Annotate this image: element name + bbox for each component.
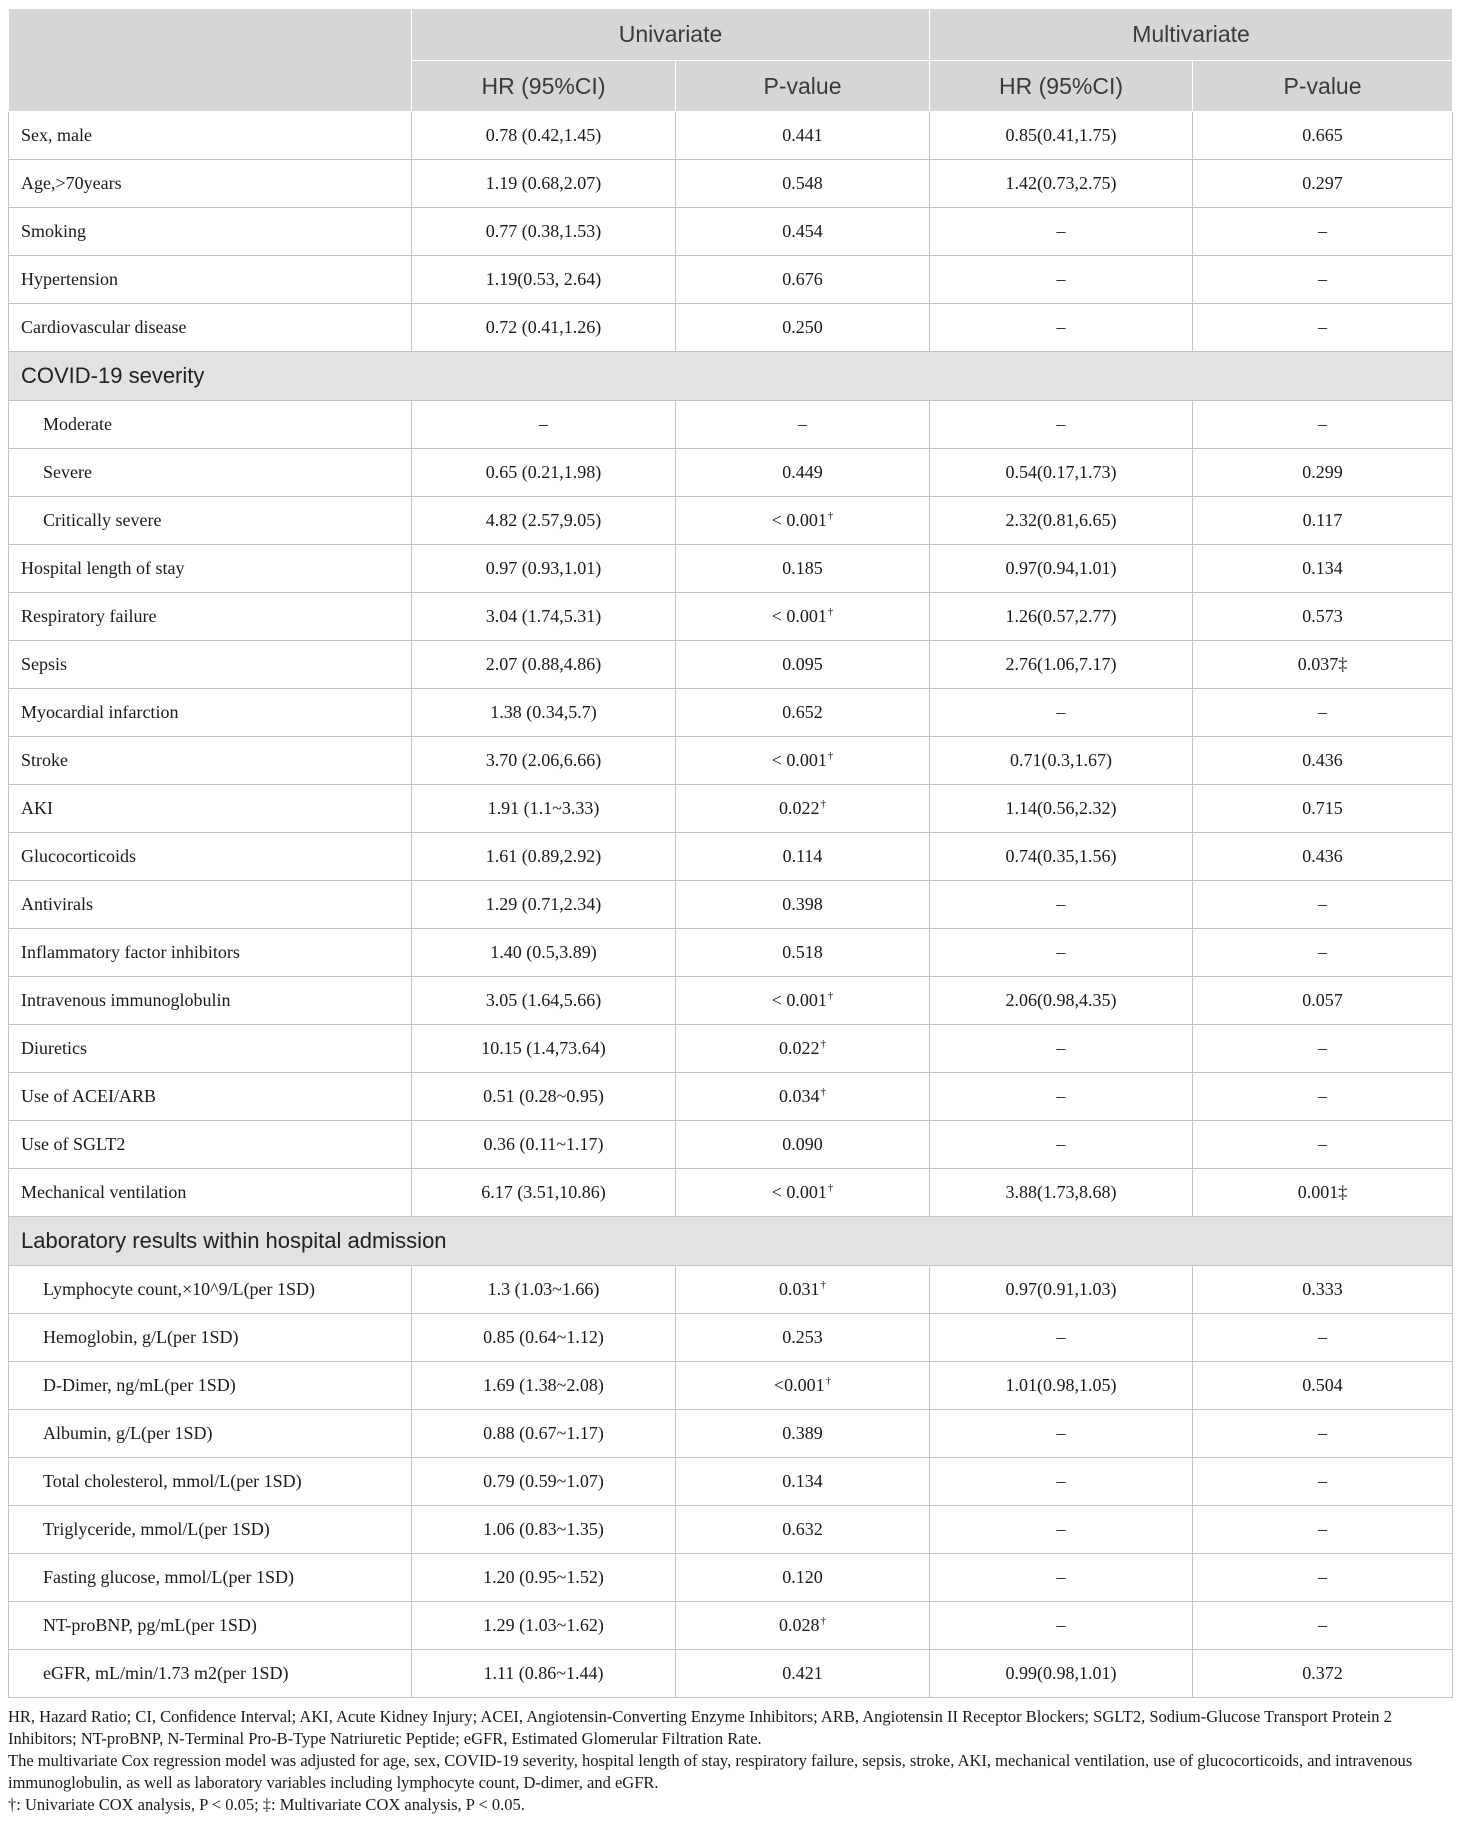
univariate-hr-cell: 0.97 (0.93,1.01): [412, 545, 676, 593]
p-value-text: 0.034: [779, 1086, 820, 1106]
univariate-p-cell: [676, 1169, 930, 1217]
row-label: Use of ACEI/ARB: [9, 1073, 412, 1121]
univariate-hr-cell: 3.05 (1.64,5.66): [412, 977, 676, 1025]
multivariate-hr-cell: 1.26(0.57,2.77): [930, 593, 1193, 641]
table-row: [9, 1650, 1453, 1698]
row-label: Albumin, g/L(per 1SD): [9, 1410, 412, 1458]
univariate-hr-cell: 1.20 (0.95~1.52): [412, 1554, 676, 1602]
univariate-hr-cell: 0.72 (0.41,1.26): [412, 304, 676, 352]
row-label: Severe: [9, 449, 412, 497]
multivariate-hr-cell: –: [930, 1506, 1193, 1554]
multivariate-p-cell: 0.037‡: [1193, 641, 1453, 689]
p-value-text: < 0.001: [771, 750, 827, 770]
univariate-hr-cell: 0.88 (0.67~1.17): [412, 1410, 676, 1458]
multivariate-hr-cell: 0.74(0.35,1.56): [930, 833, 1193, 881]
cox-regression-table: [8, 8, 1453, 1698]
table-row: [9, 929, 1453, 977]
univariate-p-cell: [676, 1025, 930, 1073]
table-header: [9, 9, 1453, 112]
row-label: Moderate: [9, 401, 412, 449]
section-title: Laboratory results within hospital admission: [9, 1217, 1453, 1266]
univariate-hr-cell: 10.15 (1.4,73.64): [412, 1025, 676, 1073]
univariate-p-cell: [676, 977, 930, 1025]
univariate-p-cell: [676, 1266, 930, 1314]
multivariate-p-cell: 0.057: [1193, 977, 1453, 1025]
table-row: [9, 1410, 1453, 1458]
multivariate-p-cell: 0.117: [1193, 497, 1453, 545]
table-row: [9, 1121, 1453, 1169]
univariate-p-cell: 0.114: [676, 833, 930, 881]
univariate-hr-cell: 1.19 (0.68,2.07): [412, 160, 676, 208]
row-label: NT-proBNP, pg/mL(per 1SD): [9, 1602, 412, 1650]
multivariate-hr-cell: 2.32(0.81,6.65): [930, 497, 1193, 545]
multivariate-hr-cell: –: [930, 1410, 1193, 1458]
footnote-abbreviations: HR, Hazard Ratio; CI, Confidence Interval; AKI, Acute Kidney Injury; ACEI, Angiotensin-Converting Enzyme Inhibitors; ARB, Angiotensin II Receptor Blockers; SGLT2, Sodium-Glucose Transport Protein 2 Inhibitors; NT-proBNP, N-Terminal Pro-B-Type Natriuretic Peptide; eGFR, Estimated Glomerular Filtration Rate.: [8, 1707, 1392, 1748]
multivariate-hr-cell: –: [930, 304, 1193, 352]
multivariate-p-cell: 0.715: [1193, 785, 1453, 833]
univariate-hr-cell: 1.19(0.53, 2.64): [412, 256, 676, 304]
table-row: [9, 1314, 1453, 1362]
univariate-p-cell: 0.632: [676, 1506, 930, 1554]
multivariate-p-cell: –: [1193, 1073, 1453, 1121]
p-value-text: 0.022: [779, 798, 820, 818]
row-label: D-Dimer, ng/mL(per 1SD): [9, 1362, 412, 1410]
univariate-hr-cell: 2.07 (0.88,4.86): [412, 641, 676, 689]
row-label: Antivirals: [9, 881, 412, 929]
univariate-p-cell: 0.398: [676, 881, 930, 929]
univariate-p-cell: 0.120: [676, 1554, 930, 1602]
section-header-row: [9, 352, 1453, 401]
multivariate-hr-cell: 0.71(0.3,1.67): [930, 737, 1193, 785]
row-label: Intravenous immunoglobulin: [9, 977, 412, 1025]
univariate-p-cell: 0.454: [676, 208, 930, 256]
multivariate-hr-cell: 3.88(1.73,8.68): [930, 1169, 1193, 1217]
table-row: [9, 401, 1453, 449]
row-label: Sepsis: [9, 641, 412, 689]
p-value-text: < 0.001: [771, 1182, 827, 1202]
row-label: AKI: [9, 785, 412, 833]
univariate-p-cell: [676, 737, 930, 785]
univariate-p-cell: 0.250: [676, 304, 930, 352]
row-label: Age,>70years: [9, 160, 412, 208]
table-footnotes: [8, 1706, 1452, 1816]
table-row: [9, 785, 1453, 833]
table-container: [8, 8, 1452, 1816]
multivariate-p-cell: 0.134: [1193, 545, 1453, 593]
multivariate-p-cell: –: [1193, 929, 1453, 977]
header-empty-cell: [9, 9, 412, 112]
row-label: Glucocorticoids: [9, 833, 412, 881]
table-row: [9, 497, 1453, 545]
univariate-hr-cell: 0.65 (0.21,1.98): [412, 449, 676, 497]
multivariate-hr-cell: –: [930, 208, 1193, 256]
multivariate-hr-cell: 0.54(0.17,1.73): [930, 449, 1193, 497]
row-label: Critically severe: [9, 497, 412, 545]
univariate-p-cell: [676, 1073, 930, 1121]
table-row: [9, 256, 1453, 304]
univariate-hr-cell: 0.79 (0.59~1.07): [412, 1458, 676, 1506]
multivariate-p-cell: 0.299: [1193, 449, 1453, 497]
multivariate-p-cell: –: [1193, 1121, 1453, 1169]
univariate-hr-cell: 1.69 (1.38~2.08): [412, 1362, 676, 1410]
row-label: Lymphocyte count,×10^9/L(per 1SD): [9, 1266, 412, 1314]
multivariate-p-cell: –: [1193, 1025, 1453, 1073]
multivariate-p-cell: –: [1193, 1554, 1453, 1602]
header-univariate-hr: HR (95%CI): [412, 61, 676, 112]
multivariate-hr-cell: –: [930, 881, 1193, 929]
table-row: [9, 545, 1453, 593]
multivariate-p-cell: 0.665: [1193, 112, 1453, 160]
univariate-p-cell: 0.134: [676, 1458, 930, 1506]
significance-marker: †: [827, 510, 834, 522]
univariate-hr-cell: 1.11 (0.86~1.44): [412, 1650, 676, 1698]
univariate-hr-cell: 4.82 (2.57,9.05): [412, 497, 676, 545]
univariate-hr-cell: 0.77 (0.38,1.53): [412, 208, 676, 256]
row-label: Myocardial infarction: [9, 689, 412, 737]
table-row: [9, 160, 1453, 208]
table-row: [9, 1362, 1453, 1410]
univariate-hr-cell: 1.38 (0.34,5.7): [412, 689, 676, 737]
table-row: [9, 1073, 1453, 1121]
univariate-hr-cell: 6.17 (3.51,10.86): [412, 1169, 676, 1217]
row-label: Total cholesterol, mmol/L(per 1SD): [9, 1458, 412, 1506]
multivariate-hr-cell: 0.85(0.41,1.75): [930, 112, 1193, 160]
row-label: Fasting glucose, mmol/L(per 1SD): [9, 1554, 412, 1602]
table-row: [9, 449, 1453, 497]
significance-marker: †: [827, 990, 834, 1002]
row-label: Sex, male: [9, 112, 412, 160]
univariate-p-cell: [676, 1602, 930, 1650]
multivariate-hr-cell: –: [930, 1314, 1193, 1362]
significance-marker: †: [820, 798, 826, 810]
row-label: Cardiovascular disease: [9, 304, 412, 352]
row-label: Triglyceride, mmol/L(per 1SD): [9, 1506, 412, 1554]
significance-marker: †: [827, 1182, 834, 1194]
univariate-hr-cell: 1.06 (0.83~1.35): [412, 1506, 676, 1554]
univariate-p-cell: [676, 497, 930, 545]
univariate-hr-cell: 3.04 (1.74,5.31): [412, 593, 676, 641]
multivariate-hr-cell: –: [930, 1602, 1193, 1650]
multivariate-hr-cell: –: [930, 929, 1193, 977]
table-row: [9, 112, 1453, 160]
row-label: Hospital length of stay: [9, 545, 412, 593]
footnote-symbols: †: Univariate COX analysis, P < 0.05; ‡: Multivariate COX analysis, P < 0.05.: [8, 1795, 525, 1814]
multivariate-hr-cell: 2.06(0.98,4.35): [930, 977, 1193, 1025]
univariate-hr-cell: 1.91 (1.1~3.33): [412, 785, 676, 833]
univariate-p-cell: –: [676, 401, 930, 449]
table-row: [9, 689, 1453, 737]
table-row: [9, 737, 1453, 785]
table-row: [9, 641, 1453, 689]
multivariate-hr-cell: 0.97(0.91,1.03): [930, 1266, 1193, 1314]
p-value-text: <0.001: [773, 1375, 825, 1395]
multivariate-hr-cell: –: [930, 1458, 1193, 1506]
multivariate-p-cell: –: [1193, 208, 1453, 256]
multivariate-p-cell: –: [1193, 689, 1453, 737]
significance-marker: †: [820, 1038, 826, 1050]
multivariate-hr-cell: –: [930, 1025, 1193, 1073]
significance-marker: †: [827, 750, 834, 762]
table-row: [9, 1602, 1453, 1650]
multivariate-hr-cell: 1.14(0.56,2.32): [930, 785, 1193, 833]
significance-marker: †: [825, 1375, 832, 1387]
univariate-p-cell: 0.441: [676, 112, 930, 160]
univariate-hr-cell: 1.29 (1.03~1.62): [412, 1602, 676, 1650]
univariate-hr-cell: 1.40 (0.5,3.89): [412, 929, 676, 977]
multivariate-hr-cell: –: [930, 689, 1193, 737]
p-value-text: 0.031: [779, 1279, 820, 1299]
header-multivariate-p: P-value: [1193, 61, 1453, 112]
section-header-row: [9, 1217, 1453, 1266]
multivariate-p-cell: –: [1193, 256, 1453, 304]
multivariate-p-cell: –: [1193, 304, 1453, 352]
multivariate-p-cell: –: [1193, 1458, 1453, 1506]
univariate-hr-cell: 0.51 (0.28~0.95): [412, 1073, 676, 1121]
table-row: [9, 1506, 1453, 1554]
univariate-p-cell: 0.518: [676, 929, 930, 977]
univariate-p-cell: 0.185: [676, 545, 930, 593]
univariate-p-cell: 0.090: [676, 1121, 930, 1169]
row-label: Stroke: [9, 737, 412, 785]
multivariate-p-cell: 0.436: [1193, 833, 1453, 881]
row-label: Use of SGLT2: [9, 1121, 412, 1169]
p-value-text: < 0.001: [771, 990, 827, 1010]
univariate-p-cell: 0.389: [676, 1410, 930, 1458]
table-row: [9, 1458, 1453, 1506]
header-univariate: Univariate: [412, 9, 930, 61]
table-body: [9, 112, 1453, 1698]
multivariate-p-cell: –: [1193, 1410, 1453, 1458]
multivariate-p-cell: –: [1193, 401, 1453, 449]
p-value-text: < 0.001: [771, 510, 827, 530]
multivariate-hr-cell: –: [930, 1554, 1193, 1602]
row-label: Hemoglobin, g/L(per 1SD): [9, 1314, 412, 1362]
row-label: Respiratory failure: [9, 593, 412, 641]
multivariate-p-cell: 0.333: [1193, 1266, 1453, 1314]
multivariate-p-cell: 0.297: [1193, 160, 1453, 208]
table-row: [9, 208, 1453, 256]
univariate-hr-cell: 0.36 (0.11~1.17): [412, 1121, 676, 1169]
table-row: [9, 1554, 1453, 1602]
header-univariate-p: P-value: [676, 61, 930, 112]
row-label: Smoking: [9, 208, 412, 256]
univariate-hr-cell: 3.70 (2.06,6.66): [412, 737, 676, 785]
multivariate-hr-cell: –: [930, 256, 1193, 304]
multivariate-hr-cell: 2.76(1.06,7.17): [930, 641, 1193, 689]
row-label: Hypertension: [9, 256, 412, 304]
row-label: Inflammatory factor inhibitors: [9, 929, 412, 977]
table-row: [9, 304, 1453, 352]
significance-marker: †: [820, 1279, 826, 1291]
multivariate-p-cell: –: [1193, 1314, 1453, 1362]
header-multivariate-hr: HR (95%CI): [930, 61, 1193, 112]
header-multivariate: Multivariate: [930, 9, 1453, 61]
multivariate-p-cell: 0.372: [1193, 1650, 1453, 1698]
multivariate-p-cell: 0.001‡: [1193, 1169, 1453, 1217]
multivariate-p-cell: 0.436: [1193, 737, 1453, 785]
multivariate-hr-cell: –: [930, 1121, 1193, 1169]
table-row: [9, 1266, 1453, 1314]
table-row: [9, 833, 1453, 881]
multivariate-hr-cell: 1.01(0.98,1.05): [930, 1362, 1193, 1410]
multivariate-hr-cell: –: [930, 401, 1193, 449]
univariate-p-cell: 0.253: [676, 1314, 930, 1362]
table-row: [9, 1169, 1453, 1217]
multivariate-hr-cell: 0.97(0.94,1.01): [930, 545, 1193, 593]
significance-marker: †: [820, 1615, 826, 1627]
univariate-p-cell: [676, 1362, 930, 1410]
row-label: Diuretics: [9, 1025, 412, 1073]
univariate-p-cell: 0.095: [676, 641, 930, 689]
univariate-hr-cell: 1.3 (1.03~1.66): [412, 1266, 676, 1314]
table-row: [9, 881, 1453, 929]
univariate-hr-cell: 0.85 (0.64~1.12): [412, 1314, 676, 1362]
univariate-hr-cell: 1.61 (0.89,2.92): [412, 833, 676, 881]
multivariate-hr-cell: 0.99(0.98,1.01): [930, 1650, 1193, 1698]
section-title: COVID-19 severity: [9, 352, 1453, 401]
univariate-p-cell: [676, 593, 930, 641]
univariate-p-cell: 0.548: [676, 160, 930, 208]
univariate-p-cell: [676, 785, 930, 833]
p-value-text: < 0.001: [771, 606, 827, 626]
multivariate-p-cell: –: [1193, 881, 1453, 929]
univariate-p-cell: 0.652: [676, 689, 930, 737]
multivariate-p-cell: –: [1193, 1602, 1453, 1650]
table-row: [9, 593, 1453, 641]
univariate-hr-cell: –: [412, 401, 676, 449]
univariate-hr-cell: 1.29 (0.71,2.34): [412, 881, 676, 929]
significance-marker: †: [820, 1086, 826, 1098]
row-label: eGFR, mL/min/1.73 m2(per 1SD): [9, 1650, 412, 1698]
p-value-text: 0.028: [779, 1615, 820, 1635]
multivariate-hr-cell: 1.42(0.73,2.75): [930, 160, 1193, 208]
univariate-p-cell: 0.421: [676, 1650, 930, 1698]
table-row: [9, 1025, 1453, 1073]
p-value-text: 0.022: [779, 1038, 820, 1058]
univariate-hr-cell: 0.78 (0.42,1.45): [412, 112, 676, 160]
multivariate-hr-cell: –: [930, 1073, 1193, 1121]
univariate-p-cell: 0.676: [676, 256, 930, 304]
univariate-p-cell: 0.449: [676, 449, 930, 497]
multivariate-p-cell: 0.573: [1193, 593, 1453, 641]
row-label: Mechanical ventilation: [9, 1169, 412, 1217]
footnote-adjustment: The multivariate Cox regression model was adjusted for age, sex, COVID-19 severity, hospital length of stay, respiratory failure, sepsis, stroke, AKI, mechanical ventilation, use of glucocorticoids, and intravenous immunoglobulin, as well as laboratory variables including lymphocyte count, D-dimer, and eGFR.: [8, 1751, 1413, 1792]
header-row-groups: [9, 9, 1453, 61]
multivariate-p-cell: 0.504: [1193, 1362, 1453, 1410]
multivariate-p-cell: –: [1193, 1506, 1453, 1554]
significance-marker: †: [827, 606, 834, 618]
table-row: [9, 977, 1453, 1025]
